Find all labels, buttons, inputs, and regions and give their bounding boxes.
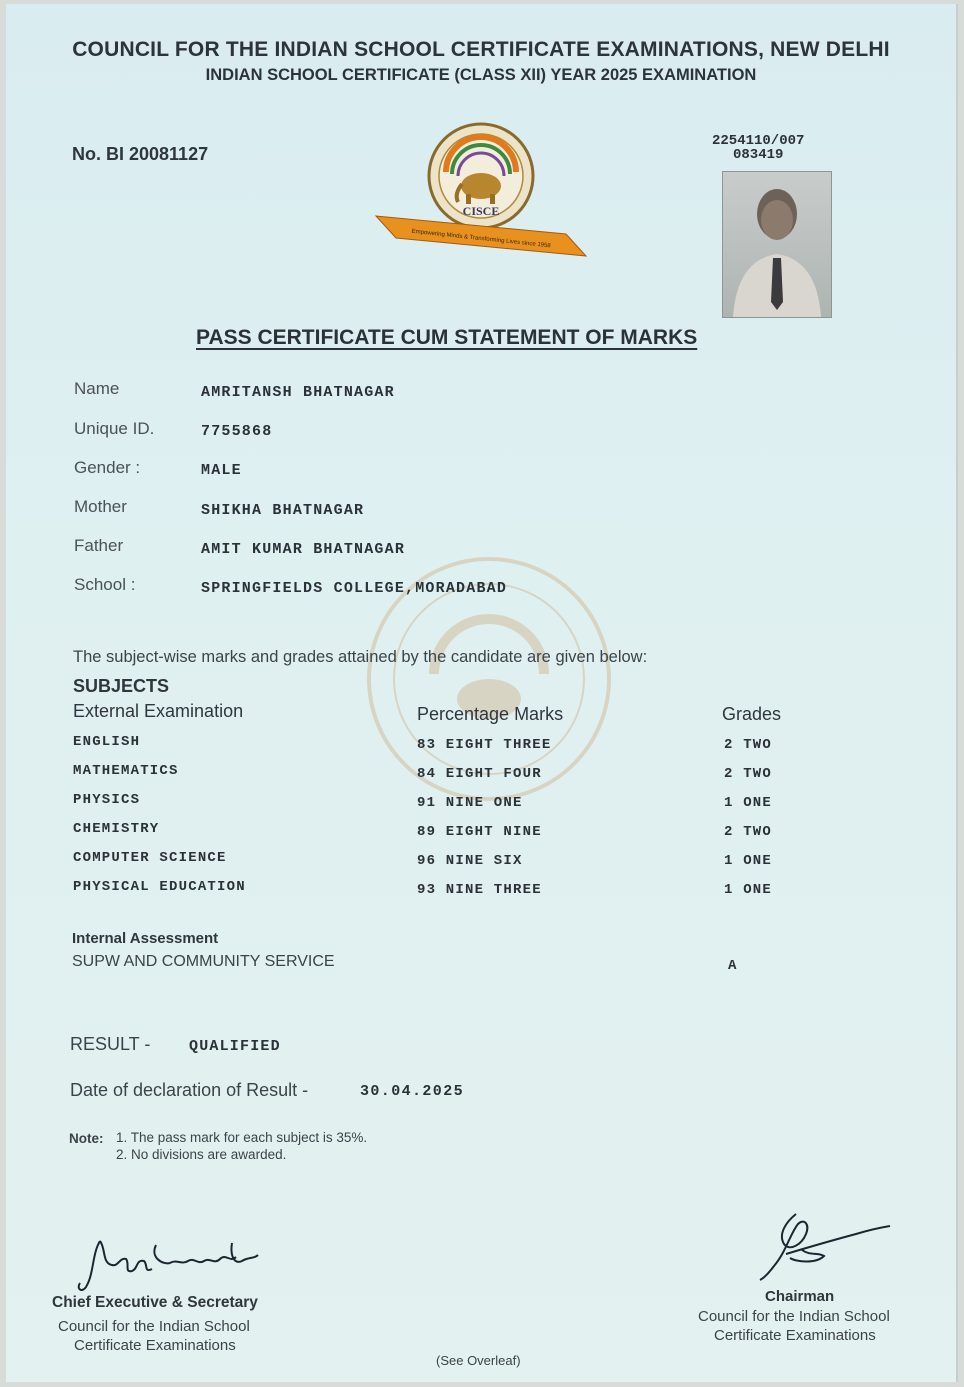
internal-heading: Internal Assessment [72, 930, 219, 947]
result-label: RESULT - [70, 1034, 151, 1054]
note-label: Note: [69, 1131, 104, 1146]
subject-marks: 93 NINE THREE [417, 882, 542, 898]
gender-label: Gender : [74, 458, 141, 477]
subject-grade: 1 ONE [724, 882, 773, 898]
subject-grade: 1 ONE [724, 795, 773, 811]
name-label: Name [74, 379, 120, 398]
document-title: PASS CERTIFICATE CUM STATEMENT OF MARKS [196, 326, 698, 349]
cisce-logo-icon [366, 106, 596, 266]
subject-grade: 2 TWO [724, 824, 773, 840]
secretary-signature-icon [72, 1229, 262, 1299]
subject-name: MATHEMATICS [73, 763, 179, 779]
mother-label: Mother [74, 497, 127, 516]
see-overleaf: (See Overleaf) [436, 1353, 521, 1368]
marks-heading: Percentage Marks [417, 704, 564, 724]
chairman-line-1: Council for the Indian School [698, 1308, 890, 1325]
subject-marks: 84 EIGHT FOUR [417, 766, 542, 782]
chairman-signature-icon [756, 1204, 896, 1289]
chairman-line-2: Certificate Examinations [714, 1327, 876, 1344]
subject-grade: 2 TWO [724, 766, 773, 782]
candidate-photo [722, 171, 832, 318]
serial-line-2: 083419 [733, 147, 784, 163]
name-value: AMRITANSH BHATNAGAR [201, 384, 395, 401]
exam-heading: INDIAN SCHOOL CERTIFICATE (CLASS XII) YEAR 2025 EXAMINATION [205, 66, 757, 84]
note-2: 2. No divisions are awarded. [116, 1147, 287, 1162]
subject-name: COMPUTER SCIENCE [73, 850, 227, 866]
gender-value: MALE [201, 462, 242, 479]
subject-grade: 1 ONE [724, 853, 773, 869]
school-value: SPRINGFIELDS COLLEGE,MORADABAD [201, 580, 508, 597]
declaration-date: 30.04.2025 [360, 1083, 465, 1100]
subject-name: PHYSICAL EDUCATION [73, 879, 246, 895]
grades-heading: Grades [722, 704, 782, 724]
father-label: Father [74, 536, 124, 555]
subject-grade: 2 TWO [724, 737, 773, 753]
unique-id-label: Unique ID. [74, 419, 155, 438]
unique-id-value: 7755868 [201, 423, 273, 440]
subjects-heading: SUBJECTS [73, 676, 170, 696]
subject-marks: 91 NINE ONE [417, 795, 523, 811]
marks-intro: The subject-wise marks and grades attained by the candidate are given below: [73, 648, 648, 666]
note-1: 1. The pass mark for each subject is 35%. [116, 1130, 368, 1145]
serial-number [712, 134, 804, 162]
school-label: School : [74, 575, 136, 594]
declaration-label: Date of declaration of Result - [70, 1080, 309, 1100]
secretary-title: Chief Executive & Secretary [52, 1294, 258, 1311]
father-value: AMIT KUMAR BHATNAGAR [201, 541, 406, 558]
logo-text: CISCE [462, 204, 500, 218]
mother-value: SHIKHA BHATNAGAR [201, 502, 365, 519]
external-heading: External Examination [73, 701, 244, 721]
result-value: QUALIFIED [189, 1038, 281, 1055]
certificate-number: No. BI 20081127 [72, 144, 209, 164]
subject-marks: 89 EIGHT NINE [417, 824, 542, 840]
council-heading: COUNCIL FOR THE INDIAN SCHOOL CERTIFICATE EXAMINATIONS, NEW DELHI [72, 38, 890, 61]
logo-ribbon-text: Empowering Minds & Transforming Lives since 1958 [411, 228, 551, 250]
chairman-title: Chairman [765, 1288, 835, 1305]
serial-line-1: 2254110/007 [712, 133, 805, 149]
subject-name: PHYSICS [73, 792, 141, 808]
secretary-line-2: Certificate Examinations [74, 1337, 236, 1354]
internal-subject: SUPW AND COMMUNITY SERVICE [72, 953, 335, 970]
subject-marks: 96 NINE SIX [417, 853, 523, 869]
subject-marks: 83 EIGHT THREE [417, 737, 552, 753]
subject-name: CHEMISTRY [73, 821, 160, 837]
subject-name: ENGLISH [73, 734, 141, 750]
internal-grade: A [728, 958, 737, 974]
secretary-line-1: Council for the Indian School [58, 1318, 250, 1335]
certificate-sheet [6, 4, 958, 1382]
